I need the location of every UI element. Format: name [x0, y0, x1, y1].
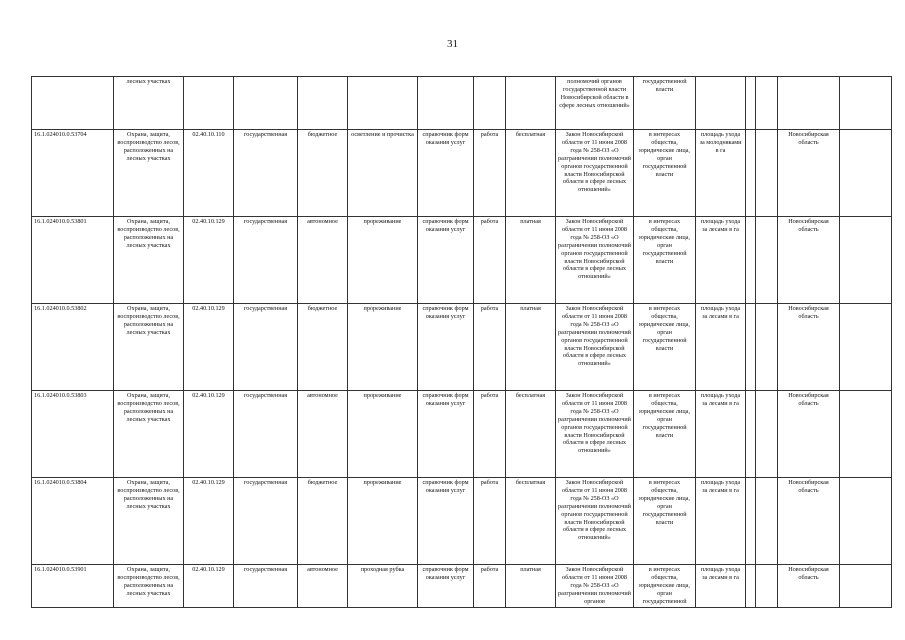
table-row: [32, 478, 892, 565]
cell-c13: [746, 478, 756, 565]
cell-institution: бюджетное: [298, 478, 348, 565]
table-row: [32, 77, 892, 130]
cell-category: работа: [474, 478, 506, 565]
cell-okved: [184, 77, 234, 130]
cell-activity: лесных участках: [114, 77, 184, 130]
cell-form: справочник форм оказания услуг: [418, 217, 474, 304]
cell-code: 16.1.024010.0.53804: [32, 478, 114, 565]
cell-activity: Охрана, защита, воспроизводство лесов, расположенных на лесных участках: [114, 217, 184, 304]
cell-indicator: [696, 77, 746, 130]
cell-consumers: в интересах общества, юридические лица, орган государственной власти: [634, 217, 696, 304]
cell-type: государственная: [234, 478, 298, 565]
cell-region: Новосибирская область: [778, 478, 840, 565]
cell-content: прореживание: [348, 304, 418, 391]
cell-category: работа: [474, 391, 506, 478]
cell-activity: Охрана, защита, воспроизводство лесов, расположенных на лесных участках: [114, 565, 184, 608]
cell-activity: Охрана, защита, воспроизводство лесов, расположенных на лесных участках: [114, 130, 184, 217]
cell-region: Новосибирская область: [778, 565, 840, 608]
cell-c13: [746, 130, 756, 217]
cell-okved: 02.40.10.129: [184, 565, 234, 608]
cell-c16: [840, 565, 892, 608]
cell-c13: [746, 217, 756, 304]
cell-indicator: площадь ухода за молодняками в га: [696, 130, 746, 217]
cell-code: 16.1.024010.0.53802: [32, 304, 114, 391]
cell-region: [778, 77, 840, 130]
cell-institution: бюджетное: [298, 304, 348, 391]
cell-law: Закон Новосибирской области от 11 июня 2008 года № 258-ОЗ «О разграничении полномочий органов государственной власти Новосибирской области в сфере лесных отношений»: [556, 130, 634, 217]
cell-code: 16.1.024010.0.53801: [32, 217, 114, 304]
cell-payment: платная: [506, 565, 556, 608]
cell-institution: [298, 77, 348, 130]
cell-form: справочник форм оказания услуг: [418, 304, 474, 391]
cell-c14: [756, 478, 778, 565]
cell-law: Закон Новосибирской области от 11 июня 2008 года № 258-ОЗ «О разграничении полномочий органов государственной власти Новосибирской области в сфере лесных отношений»: [556, 391, 634, 478]
cell-form: справочник форм оказания услуг: [418, 478, 474, 565]
registry-table: [31, 76, 892, 608]
cell-c13: [746, 565, 756, 608]
cell-institution: автономное: [298, 217, 348, 304]
cell-c14: [756, 304, 778, 391]
cell-content: прореживание: [348, 217, 418, 304]
cell-type: государственная: [234, 217, 298, 304]
cell-code: 16.1.024010.0.53704: [32, 130, 114, 217]
cell-indicator: площадь ухода за лесами в га: [696, 391, 746, 478]
cell-law: Закон Новосибирской области от 11 июня 2008 года № 258-ОЗ «О разграничении полномочий органов государственной власти Новосибирской области в сфере лесных отношений»: [556, 304, 634, 391]
cell-form: справочник форм оказания услуг: [418, 391, 474, 478]
cell-c14: [756, 77, 778, 130]
cell-payment: [506, 77, 556, 130]
cell-category: работа: [474, 304, 506, 391]
cell-institution: бюджетное: [298, 130, 348, 217]
cell-payment: платная: [506, 304, 556, 391]
cell-indicator: площадь ухода за лесами в га: [696, 478, 746, 565]
cell-consumers: в интересах общества, юридические лица, орган государственной власти: [634, 304, 696, 391]
cell-code: [32, 77, 114, 130]
cell-c16: [840, 217, 892, 304]
cell-category: работа: [474, 130, 506, 217]
cell-region: Новосибирская область: [778, 304, 840, 391]
cell-category: работа: [474, 217, 506, 304]
cell-c13: [746, 304, 756, 391]
cell-indicator: площадь ухода за лесами в га: [696, 217, 746, 304]
table-row: [32, 391, 892, 478]
cell-institution: автономное: [298, 565, 348, 608]
cell-form: справочник форм оказания услуг: [418, 130, 474, 217]
cell-law: Закон Новосибирской области от 11 июня 2008 года № 258-ОЗ «О разграничении полномочий органов государственной власти Новосибирской области в сфере лесных отношений»: [556, 217, 634, 304]
cell-indicator: площадь ухода за лесами в га: [696, 304, 746, 391]
cell-okved: 02.40.10.129: [184, 304, 234, 391]
cell-c14: [756, 217, 778, 304]
cell-code: 16.1.024010.0.53803: [32, 391, 114, 478]
cell-type: государственная: [234, 565, 298, 608]
cell-c14: [756, 391, 778, 478]
cell-content: [348, 77, 418, 130]
cell-category: работа: [474, 565, 506, 608]
cell-content: проходная рубка: [348, 565, 418, 608]
cell-payment: бесплатная: [506, 130, 556, 217]
cell-category: [474, 77, 506, 130]
cell-c13: [746, 77, 756, 130]
cell-payment: бесплатная: [506, 478, 556, 565]
cell-okved: 02.40.10.110: [184, 130, 234, 217]
cell-region: Новосибирская область: [778, 130, 840, 217]
cell-consumers: в интересах общества, юридические лица, орган государственной власти: [634, 478, 696, 565]
cell-c16: [840, 478, 892, 565]
cell-c14: [756, 130, 778, 217]
cell-type: государственная: [234, 304, 298, 391]
cell-activity: Охрана, защита, воспроизводство лесов, расположенных на лесных участках: [114, 304, 184, 391]
cell-consumers: в интересах общества, юридические лица, орган государственной власти: [634, 391, 696, 478]
cell-consumers: в интересах общества, юридические лица, орган государственной: [634, 565, 696, 608]
cell-okved: 02.40.10.129: [184, 391, 234, 478]
table-row: [32, 304, 892, 391]
cell-type: государственная: [234, 391, 298, 478]
cell-indicator: площадь ухода за лесами в га: [696, 565, 746, 608]
cell-c16: [840, 391, 892, 478]
cell-content: прореживание: [348, 478, 418, 565]
cell-institution: автономное: [298, 391, 348, 478]
cell-payment: платная: [506, 217, 556, 304]
cell-law: Закон Новосибирской области от 11 июня 2008 года № 258-ОЗ «О разграничении полномочий органов: [556, 565, 634, 608]
cell-type: [234, 77, 298, 130]
cell-c13: [746, 391, 756, 478]
cell-c16: [840, 304, 892, 391]
table-row: [32, 217, 892, 304]
cell-form: [418, 77, 474, 130]
cell-type: государственная: [234, 130, 298, 217]
cell-law: Закон Новосибирской области от 11 июня 2008 года № 258-ОЗ «О разграничении полномочий органов государственной власти Новосибирской области в сфере лесных отношений»: [556, 478, 634, 565]
cell-c14: [756, 565, 778, 608]
cell-okved: 02.40.10.129: [184, 217, 234, 304]
cell-code: 16.1.024010.0.53901: [32, 565, 114, 608]
cell-c16: [840, 77, 892, 130]
cell-consumers: в интересах общества, юридические лица, орган государственной власти: [634, 130, 696, 217]
cell-payment: бесплатная: [506, 391, 556, 478]
cell-form: справочник форм оказания услуг: [418, 565, 474, 608]
cell-consumers: государственной власти: [634, 77, 696, 130]
page-number: 31: [447, 38, 458, 50]
cell-region: Новосибирская область: [778, 217, 840, 304]
cell-content: осветление и прочистка: [348, 130, 418, 217]
cell-activity: Охрана, защита, воспроизводство лесов, расположенных на лесных участках: [114, 478, 184, 565]
cell-law: полномочий органов государственной власти Новосибирской области в сфере лесных отношений»: [556, 77, 634, 130]
cell-region: Новосибирская область: [778, 391, 840, 478]
registry-table-body: [32, 77, 892, 608]
cell-content: прореживание: [348, 391, 418, 478]
table-row: [32, 130, 892, 217]
table-row: [32, 565, 892, 608]
cell-c16: [840, 130, 892, 217]
cell-activity: Охрана, защита, воспроизводство лесов, расположенных на лесных участках: [114, 391, 184, 478]
cell-okved: 02.40.10.129: [184, 478, 234, 565]
